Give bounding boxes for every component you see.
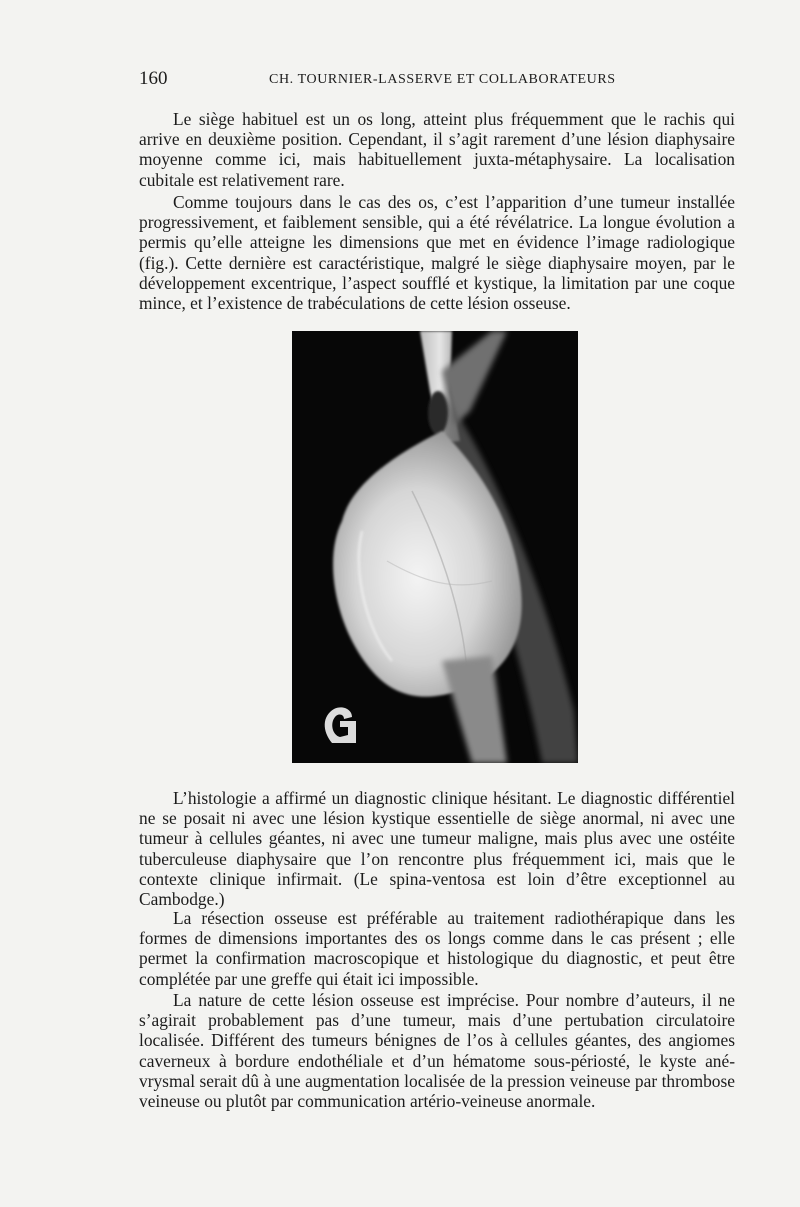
paragraph-etiology <box>139 990 735 1111</box>
paragraph: La nature de cette lésion osseuse est imprécise. Pour nombre d’auteurs, il ne s’agirait probablement pas d’une tumeur, mais d’une pertubation circulatoire localisée. Différent des tumeurs bénignes de l’os à cellules géantes, des angiomes caverneux à bordure endothéliale et d’un hématome sous-périosté, le kyste anévrysmal serait dû à une augmentation localisée de la pression veineuse par thrombose veineuse ou plutôt par communication artério-veineuse anormale. <box>139 990 735 1112</box>
radiograph-figure <box>292 331 578 763</box>
radiograph-image <box>292 331 578 763</box>
running-head: CH. TOURNIER-LASSERVE ET COLLABORATEURS <box>269 72 616 87</box>
paragraph-clinical <box>139 192 735 313</box>
paragraph: Comme toujours dans le cas des os, c’est l’apparition d’une tumeur installée progressivement, et faiblement sensible, qui a été révélatrice. La longue évolution a permis qu’elle atteigne les dimensions que met en évidence l’image radiologique (fig.). Cette dernière est caractéristique, malgré le siège diaphysaire moyen, par le développement excentrique, l’aspect soufflé et kystique, la limitation par une coque mince, et l’existence de trabéculations de cette lésion osseuse. <box>139 192 735 314</box>
paragraph: L’histologie a affirmé un diagnostic clinique hésitant. Le diagnostic différentiel ne se posait ni avec une lésion kystique essentielle de siège anormal, ni avec une tumeur à cellules géantes, ni avec une tumeur maligne, mais plus avec une ostéite tuberculeuse diaphysaire que l’on rencontre plus fréquemment ici, mais que le contexte clinique infirmait. (Le spina-ventosa est loin d’être exceptionnel au Cambodge.) <box>139 788 735 910</box>
paragraph: La résection osseuse est préférable au traitement radiothérapique dans les formes de dimensions importantes des os longs comme dans le cas présent ; elle permet la confirmation macroscopique et histologique du diagnostic, et peut être complétée par une greffe qui était ici impossible. <box>139 908 735 989</box>
paragraph: Le siège habituel est un os long, atteint plus fréquemment que le rachis qui arrive en deuxième position. Cependant, il s’agit rarement d’une lésion diaphysaire moyenne comme ici, mais habituellement juxta-métaphysaire. La localisation cubitale est relativement rare. <box>139 109 735 190</box>
paragraph-site <box>139 109 735 190</box>
paragraph-histology <box>139 788 735 909</box>
page-header <box>139 68 739 92</box>
page-number: 160 <box>139 68 168 89</box>
paragraph-treatment <box>139 908 735 989</box>
